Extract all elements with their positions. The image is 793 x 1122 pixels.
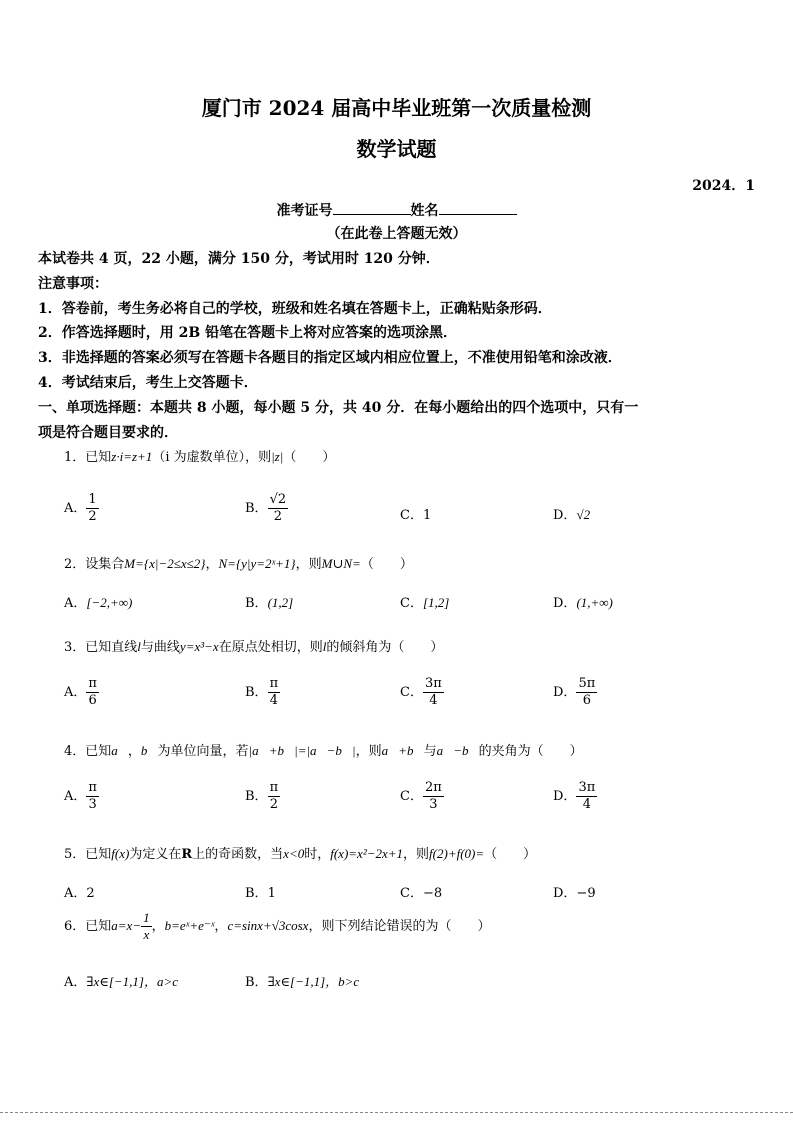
question-6-stem: 6．已知a=x− $\frac{1}{x}$ ，b=eˣ+e⁻ˣ，c=sinx+√3cosx，则下列结论错误的为（ ） bbox=[64, 910, 491, 942]
intro-text: 本试卷共 4 页，22 小题，满分 150 分，考试用时 120 分钟． bbox=[38, 251, 440, 267]
notice-item: 2．作答选择题时，用 2B 铅笔在答题卡上将对应答案的选项涂黑． bbox=[38, 325, 458, 341]
id-label: 准考证号 bbox=[276, 203, 333, 219]
fraction: $\frac{3\pi}{4}$ bbox=[578, 780, 596, 812]
fraction: $\frac{1}{2}$ bbox=[88, 492, 97, 524]
question-6-option-b: B．∃x∈[−1,1]，b>c bbox=[245, 974, 360, 990]
fraction: $\frac{2\pi}{3}$ bbox=[424, 780, 442, 812]
question-2-option-a: A．[−2,+∞) bbox=[64, 595, 133, 611]
question-1-option-c: C．1 bbox=[400, 508, 432, 523]
math-expression: l bbox=[137, 639, 141, 654]
question-3-option-a: A． $\frac{\pi}{6}$ bbox=[64, 676, 97, 708]
question-3-stem: 3．已知直线l与曲线y=x³−x在原点处相切，则l的倾斜角为（ ） bbox=[64, 639, 444, 655]
question-2-option-b: B．(1,2] bbox=[245, 595, 294, 611]
id-blank[interactable] bbox=[333, 200, 411, 215]
question-2-option-c: C．[1,2] bbox=[400, 595, 450, 611]
candidate-info-line bbox=[0, 200, 793, 220]
question-5-option-d: D．−9 bbox=[553, 886, 596, 901]
math-expression: |z| bbox=[271, 449, 284, 464]
question-4-option-d: D． $\frac{3\pi}{4}$ bbox=[553, 780, 596, 812]
name-label: 姓名 bbox=[410, 203, 439, 219]
fraction: $\frac{\pi}{6}$ bbox=[88, 676, 97, 708]
question-3-option-b: B． $\frac{\pi}{4}$ bbox=[245, 676, 279, 708]
notice-item: 4．考试结束后，考生上交答题卡． bbox=[38, 375, 258, 391]
math-expression: N={y|y=2ˣ+1} bbox=[218, 556, 296, 571]
math-expression: c=sinx+√3cosx bbox=[227, 918, 309, 933]
fraction: $\frac{\pi}{2}$ bbox=[269, 780, 279, 812]
question-1-option-b: B． $\frac{√2}{2}$ bbox=[245, 492, 287, 524]
question-5-option-c: C．−8 bbox=[400, 886, 443, 901]
exam-subtitle: 数学试题 bbox=[356, 137, 437, 161]
notice-heading: 注意事项： bbox=[38, 276, 108, 292]
question-6-option-a: A．∃x∈[−1,1]，a>c bbox=[64, 974, 179, 990]
exam-date: 2024．1 bbox=[692, 178, 755, 194]
question-5-option-a: A．2 bbox=[64, 886, 95, 901]
question-4-option-a: A． $\frac{\pi}{3}$ bbox=[64, 780, 97, 812]
math-expression: a=x− bbox=[111, 918, 142, 933]
question-2-stem: 2．设集合M={x|−2≤x≤2}，N={y|y=2ˣ+1}，则M∪N=（ ） bbox=[64, 556, 413, 572]
question-4-option-b: B． $\frac{\pi}{2}$ bbox=[245, 780, 279, 812]
math-expression: y=x³−x bbox=[179, 639, 219, 654]
question-1-option-a: A． $\frac{1}{2}$ bbox=[64, 492, 97, 524]
name-blank[interactable] bbox=[439, 200, 517, 215]
math-expression: x<0 bbox=[283, 846, 305, 861]
page-bottom-divider bbox=[0, 1112, 793, 1113]
fraction: $\frac{√2}{2}$ bbox=[269, 492, 287, 524]
question-5-option-b: B．1 bbox=[245, 886, 276, 901]
math-expression: f(x)=x²−2x+1 bbox=[330, 846, 404, 861]
question-1-stem: 1．已知z·i=z+1（i 为虚数单位），则|z|（ ） bbox=[64, 449, 336, 465]
fraction: $\frac{1}{x}$ bbox=[143, 910, 150, 942]
question-5-stem: 5．已知f(x)为定义在R上的奇函数，当x<0时，f(x)=x²−2x+1，则f(2)+f(0)=（ ） bbox=[64, 846, 537, 862]
section-heading-line2: 项是符合题目要求的． bbox=[38, 425, 178, 441]
math-expression: f(x) bbox=[111, 846, 130, 861]
question-4-stem: 4．已知a⃗，b⃗为单位向量，若|a⃗+b⃗|=|a⃗−b⃗|，则a⃗+b⃗与a⃗−b⃗的夹角为（ ） bbox=[64, 743, 583, 759]
math-expression: M∪N= bbox=[321, 556, 361, 571]
math-expression: l bbox=[322, 639, 327, 654]
fraction: $\frac{5\pi}{6}$ bbox=[578, 676, 596, 708]
question-2-option-d: D．(1,+∞) bbox=[553, 595, 613, 611]
question-1-option-d: D．√2 bbox=[553, 507, 591, 523]
question-3-option-c: C． $\frac{3\pi}{4}$ bbox=[400, 676, 442, 708]
math-expression: f(2)+f(0)= bbox=[429, 846, 485, 861]
question-4-option-c: C． $\frac{2\pi}{3}$ bbox=[400, 780, 442, 812]
fraction: $\frac{\pi}{4}$ bbox=[269, 676, 279, 708]
math-expression: a⃗ bbox=[111, 743, 128, 758]
notice-item: 3．非选择题的答案必须写在答题卡各题目的指定区域内相应位置上，不准使用铅笔和涂改液． bbox=[38, 350, 622, 366]
math-expression: |a⃗+b⃗|=|a⃗−b⃗| bbox=[248, 743, 356, 758]
notice-item: 1．答卷前，考生务必将自己的学校，班级和姓名填在答题卡上，正确粘贴条形码． bbox=[38, 301, 552, 317]
question-3-option-d: D． $\frac{5\pi}{6}$ bbox=[553, 676, 596, 708]
section-heading-line1: 一、单项选择题：本题共 8 小题，每小题 5 分，共 40 分．在每小题给出的四个选项中，只有一 bbox=[38, 400, 639, 416]
fraction: $\frac{3\pi}{4}$ bbox=[424, 676, 442, 708]
exam-title: 厦门市 2024 届高中毕业班第一次质量检测 bbox=[201, 96, 592, 120]
math-expression: a⃗+b⃗ bbox=[381, 743, 424, 758]
math-expression: a⃗−b⃗ bbox=[436, 743, 479, 758]
fraction: $\frac{\pi}{3}$ bbox=[88, 780, 97, 812]
math-expression: z·i=z+1 bbox=[111, 449, 153, 464]
math-expression: b=eˣ+e⁻ˣ bbox=[164, 918, 215, 933]
math-expression: M={x|−2≤x≤2} bbox=[124, 556, 206, 571]
invalid-note: （在此卷上答题无效） bbox=[326, 226, 467, 242]
math-expression: b⃗ bbox=[140, 743, 158, 758]
